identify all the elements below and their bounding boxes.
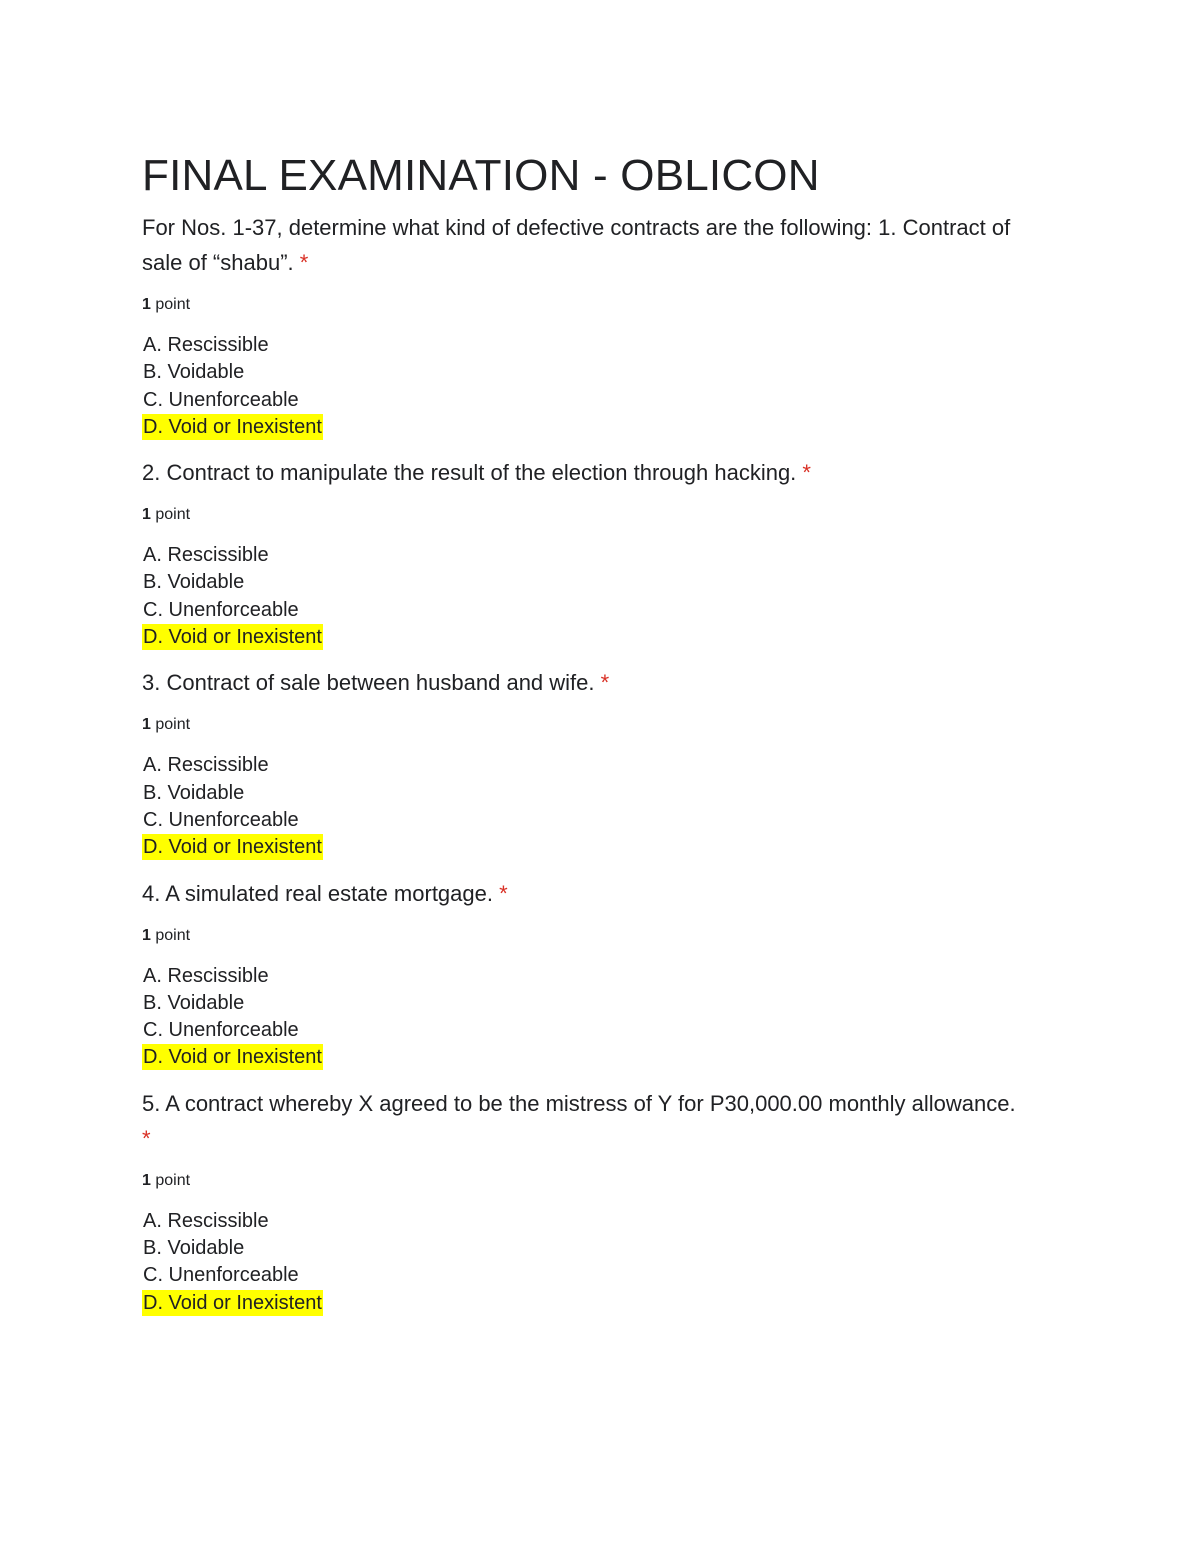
answer-option-highlighted xyxy=(142,1044,1022,1071)
option-label: B. Voidable xyxy=(143,361,245,384)
option-label: C. Unenforceable xyxy=(143,1019,299,1042)
option-label: A. Rescissible xyxy=(143,544,269,567)
answer-option-highlighted xyxy=(142,1290,1022,1317)
option-label: C. Unenforceable xyxy=(143,1264,299,1287)
answer-option xyxy=(142,963,1022,990)
answer-options xyxy=(142,542,1022,651)
answer-options xyxy=(142,1208,1022,1317)
page-title: FINAL EXAMINATION - OBLICON xyxy=(142,151,820,200)
answer-option-highlighted xyxy=(142,414,1022,441)
required-asterisk: * xyxy=(299,250,309,275)
option-label: A. Rescissible xyxy=(143,964,269,987)
answer-option xyxy=(142,332,1022,359)
points-label: point xyxy=(155,716,191,734)
answer-option xyxy=(142,807,1022,834)
points-value xyxy=(142,294,1022,316)
answer-option xyxy=(142,1262,1022,1289)
option-label: A. Rescissible xyxy=(143,1209,269,1232)
question-label: 5. A contract whereby X agreed to be the mistress of Y for P30,000.00 monthly allowance. xyxy=(142,1090,1016,1116)
answer-options xyxy=(142,752,1022,861)
points-number: 1 xyxy=(142,506,151,524)
question-label: 2. Contract to manipulate the result of the election through hacking. xyxy=(142,460,797,486)
option-label: D. Void or Inexistent xyxy=(143,836,322,859)
required-asterisk: * xyxy=(600,670,610,696)
required-asterisk: * xyxy=(802,460,811,486)
question-text xyxy=(142,455,1022,490)
question-label: For Nos. 1-37, determine what kind of defective contracts are the following: 1. Contract of sale of “shabu”. xyxy=(142,215,1011,275)
answer-option xyxy=(142,359,1022,386)
option-label: C. Unenforceable xyxy=(143,388,299,411)
answer-options xyxy=(142,963,1022,1072)
question-block xyxy=(142,1086,1022,1317)
option-label: D. Void or Inexistent xyxy=(143,1291,322,1314)
answer-option xyxy=(142,1017,1022,1044)
question-list xyxy=(142,210,1022,1317)
answer-option xyxy=(142,542,1022,569)
points-value xyxy=(142,504,1022,526)
points-label: point xyxy=(155,506,191,524)
points-number: 1 xyxy=(142,716,151,734)
answer-options xyxy=(142,332,1022,441)
question-label: 3. Contract of sale between husband and wife. xyxy=(142,670,595,696)
answer-option xyxy=(142,387,1022,414)
option-label: B. Voidable xyxy=(143,991,245,1014)
points-label: point xyxy=(155,926,191,944)
option-label: D. Void or Inexistent xyxy=(143,1046,322,1069)
question-block xyxy=(142,665,1022,861)
points-number: 1 xyxy=(142,296,151,313)
answer-option xyxy=(142,990,1022,1017)
option-label: D. Void or Inexistent xyxy=(143,415,322,438)
question-text xyxy=(142,876,1022,911)
option-label: C. Unenforceable xyxy=(143,808,299,831)
option-label: B. Voidable xyxy=(143,1237,245,1260)
question-text xyxy=(142,1086,1022,1156)
option-label: B. Voidable xyxy=(143,571,245,594)
question-block xyxy=(142,210,1022,441)
answer-option xyxy=(142,780,1022,807)
answer-option-highlighted xyxy=(142,624,1022,651)
question-label: 4. A simulated real estate mortgage. xyxy=(142,880,493,906)
option-label: B. Voidable xyxy=(143,781,245,804)
points-value xyxy=(142,925,1022,947)
option-label: C. Unenforceable xyxy=(143,598,299,621)
answer-option xyxy=(142,569,1022,596)
answer-option xyxy=(142,1208,1022,1235)
option-label: D. Void or Inexistent xyxy=(143,626,322,649)
answer-option xyxy=(142,1235,1022,1262)
question-text xyxy=(142,665,1022,700)
answer-option xyxy=(142,597,1022,624)
points-label: point xyxy=(155,296,191,313)
points-value xyxy=(142,714,1022,736)
points-value xyxy=(142,1170,1022,1192)
points-number: 1 xyxy=(142,1171,151,1189)
question-block xyxy=(142,455,1022,651)
answer-option-highlighted xyxy=(142,834,1022,861)
required-asterisk: * xyxy=(142,1125,151,1151)
question-text xyxy=(142,210,1022,280)
exam-page xyxy=(142,150,1022,1331)
question-block xyxy=(142,876,1022,1072)
required-asterisk: * xyxy=(499,880,508,906)
option-label: A. Rescissible xyxy=(143,334,269,356)
answer-option xyxy=(142,752,1022,779)
points-label: point xyxy=(155,1171,191,1189)
option-label: A. Rescissible xyxy=(143,754,269,777)
points-number: 1 xyxy=(142,926,151,944)
